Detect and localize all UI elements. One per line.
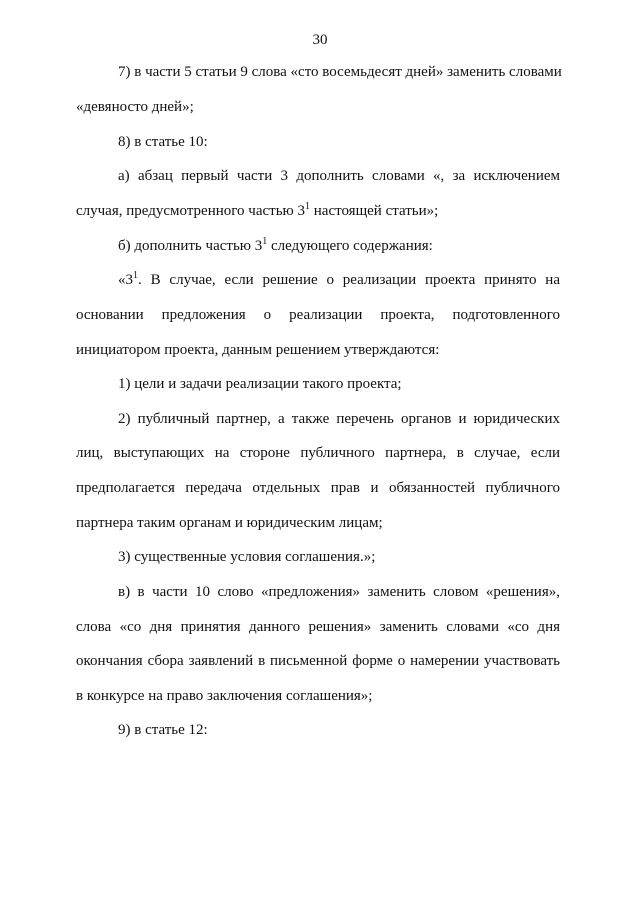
- text-line: слова «со дня принятия данного решения» заменить словами «со дня: [76, 619, 560, 635]
- text-line: [118, 236, 560, 256]
- text-segment: случая, предусмотренного частью 3: [76, 203, 306, 219]
- text-segment: следующего содержания:: [267, 238, 433, 254]
- text-line: [76, 201, 560, 221]
- text-line: [118, 270, 560, 290]
- superscript: 1: [262, 236, 268, 247]
- text-line: «девяносто дней»;: [76, 99, 194, 115]
- text-line: окончания сбора заявлений в письменной форме о намерении участвовать: [76, 653, 560, 669]
- text-segment: настоящей статьи»;: [310, 203, 439, 219]
- text-line: партнера таким органам и юридическим лицам;: [76, 515, 383, 531]
- text-line: предполагается передача отдельных прав и обязанностей публичного: [76, 480, 560, 496]
- text-segment: б) дополнить частью 3: [118, 238, 263, 254]
- text-line: лиц, выступающих на стороне публичного партнера, в случае, если: [76, 445, 560, 461]
- text-line: 2) публичный партнер, а также перечень органов и юридических: [118, 411, 560, 427]
- text-segment: «3: [118, 272, 133, 288]
- text-line: 7) в части 5 статьи 9 слова «сто восемьдесят дней» заменить словами: [118, 64, 562, 80]
- text-segment: . В случае, если решение о реализации проекта принято на: [138, 272, 560, 288]
- text-line: основании предложения о реализации проекта, подготовленного: [76, 307, 560, 323]
- text-line: 1) цели и задачи реализации такого проекта;: [118, 376, 402, 392]
- text-line: а) абзац первый части 3 дополнить словами «, за исключением: [118, 168, 560, 184]
- text-line: 8) в статье 10:: [118, 134, 208, 150]
- superscript: 1: [133, 270, 138, 281]
- text-line: 9) в статье 12:: [118, 722, 208, 738]
- text-line: 3) существенные условия соглашения.»;: [118, 549, 376, 565]
- text-line: инициатором проекта, данным решением утверждаются:: [76, 342, 440, 358]
- text-line: в) в части 10 слово «предложения» заменить словом «решения»,: [118, 584, 560, 600]
- superscript: 1: [305, 201, 311, 212]
- text-line: в конкурсе на право заключения соглашения»;: [76, 688, 373, 704]
- page-number: 30: [312, 32, 328, 48]
